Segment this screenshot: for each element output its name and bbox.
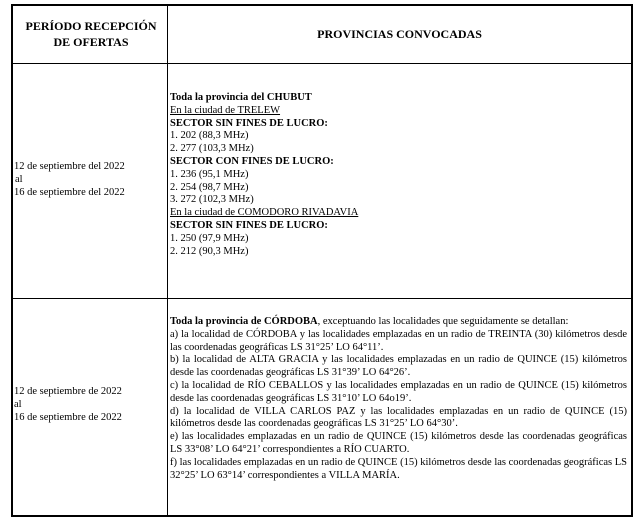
exception-item: c) la localidad de RÍO CEBALLOS y las localidades emplazadas en un radio de QUINCE (15) kilómetros desde las coordenadas geográficas LS 31°10’ LO 64o19’. <box>170 379 627 404</box>
row-1-provinces <box>170 92 358 258</box>
row-2-period <box>14 386 122 424</box>
period-connector: al <box>15 173 23 185</box>
exception-item: a) la localidad de CÓRDOBA y las localidades emplazadas en un radio de TREINTA (30) kilómetros desde las coordenadas geográficas LS 31°25’ LO 64°11’. <box>170 328 627 353</box>
table-divider-header <box>11 63 633 64</box>
province-intro-rest: , exceptuando las localidades que seguidamente se detallan: <box>317 316 569 327</box>
row-2-provinces <box>170 316 627 482</box>
frequency-item: 2. 254 (98,7 MHz) <box>170 181 249 193</box>
table-border-bottom <box>11 515 633 517</box>
table-border-left <box>11 4 13 517</box>
frequency-item: 2. 212 (90,3 MHz) <box>170 245 249 257</box>
frequency-item: 1. 250 (97,9 MHz) <box>170 232 249 244</box>
document-table <box>11 4 633 517</box>
period-start: 12 de septiembre de 2022 <box>14 386 122 397</box>
province-title: Toda la provincia de CÓRDOBA <box>170 316 318 327</box>
header-period <box>21 18 161 50</box>
header-provinces-label: PROVINCIAS CONVOCADAS <box>317 27 482 41</box>
header-period-label: PERÍODO RECEPCIÓN DE OFERTAS <box>25 19 157 49</box>
city-heading: En la ciudad de COMODORO RIVADAVIA <box>170 207 359 219</box>
row-1-period <box>14 161 125 199</box>
sector-heading: SECTOR SIN FINES DE LUCRO: <box>170 219 328 231</box>
exception-item: d) la localidad de VILLA CARLOS PAZ y las localidades emplazadas en un radio de QUINCE (15) kilómetros desde las coordenadas geográficas LS 31°25’ LO 64°30’. <box>170 405 627 430</box>
exception-item: e) las localidades emplazadas en un radio de QUINCE (15) kilómetros desde las coordenadas geográficas LS 33°08’ LO 64°21’ correspondientes a RÍO CUARTO. <box>170 431 627 455</box>
frequency-item: 3. 272 (102,3 MHz) <box>170 194 254 206</box>
table-divider-row <box>11 298 633 299</box>
frequency-item: 1. 236 (95,1 MHz) <box>170 168 249 180</box>
period-end: 16 de septiembre del 2022 <box>14 186 125 198</box>
frequency-item: 2. 277 (103,3 MHz) <box>170 143 254 155</box>
period-end: 16 de septiembre de 2022 <box>14 411 122 423</box>
period-start: 12 de septiembre del 2022 <box>14 161 125 172</box>
exception-item: b) la localidad de ALTA GRACIA y las localidades emplazadas en un radio de QUINCE (15) kilómetros desde las coordenadas geográficas LS 31°39’ LO 64°26’. <box>170 354 627 379</box>
exception-item: f) las localidades emplazadas en un radio de QUINCE (15) kilómetros desde las coordenadas geográficas LS 32°25’ LO 63°14’ correspondientes a VILLA MARÍA. <box>170 456 627 481</box>
period-connector: al <box>14 398 22 410</box>
province-intro <box>170 316 627 329</box>
frequency-item: 1. 202 (88,3 MHz) <box>170 130 249 142</box>
city-heading: En la ciudad de TRELEW <box>170 104 281 116</box>
table-border-right <box>631 4 633 517</box>
table-divider-column <box>167 4 168 517</box>
table-border-top <box>11 4 633 6</box>
province-title: Toda la provincia del CHUBUT <box>170 92 312 103</box>
header-provinces <box>168 26 631 42</box>
sector-heading: SECTOR CON FINES DE LUCRO: <box>170 155 334 167</box>
sector-heading: SECTOR SIN FINES DE LUCRO: <box>170 117 328 129</box>
